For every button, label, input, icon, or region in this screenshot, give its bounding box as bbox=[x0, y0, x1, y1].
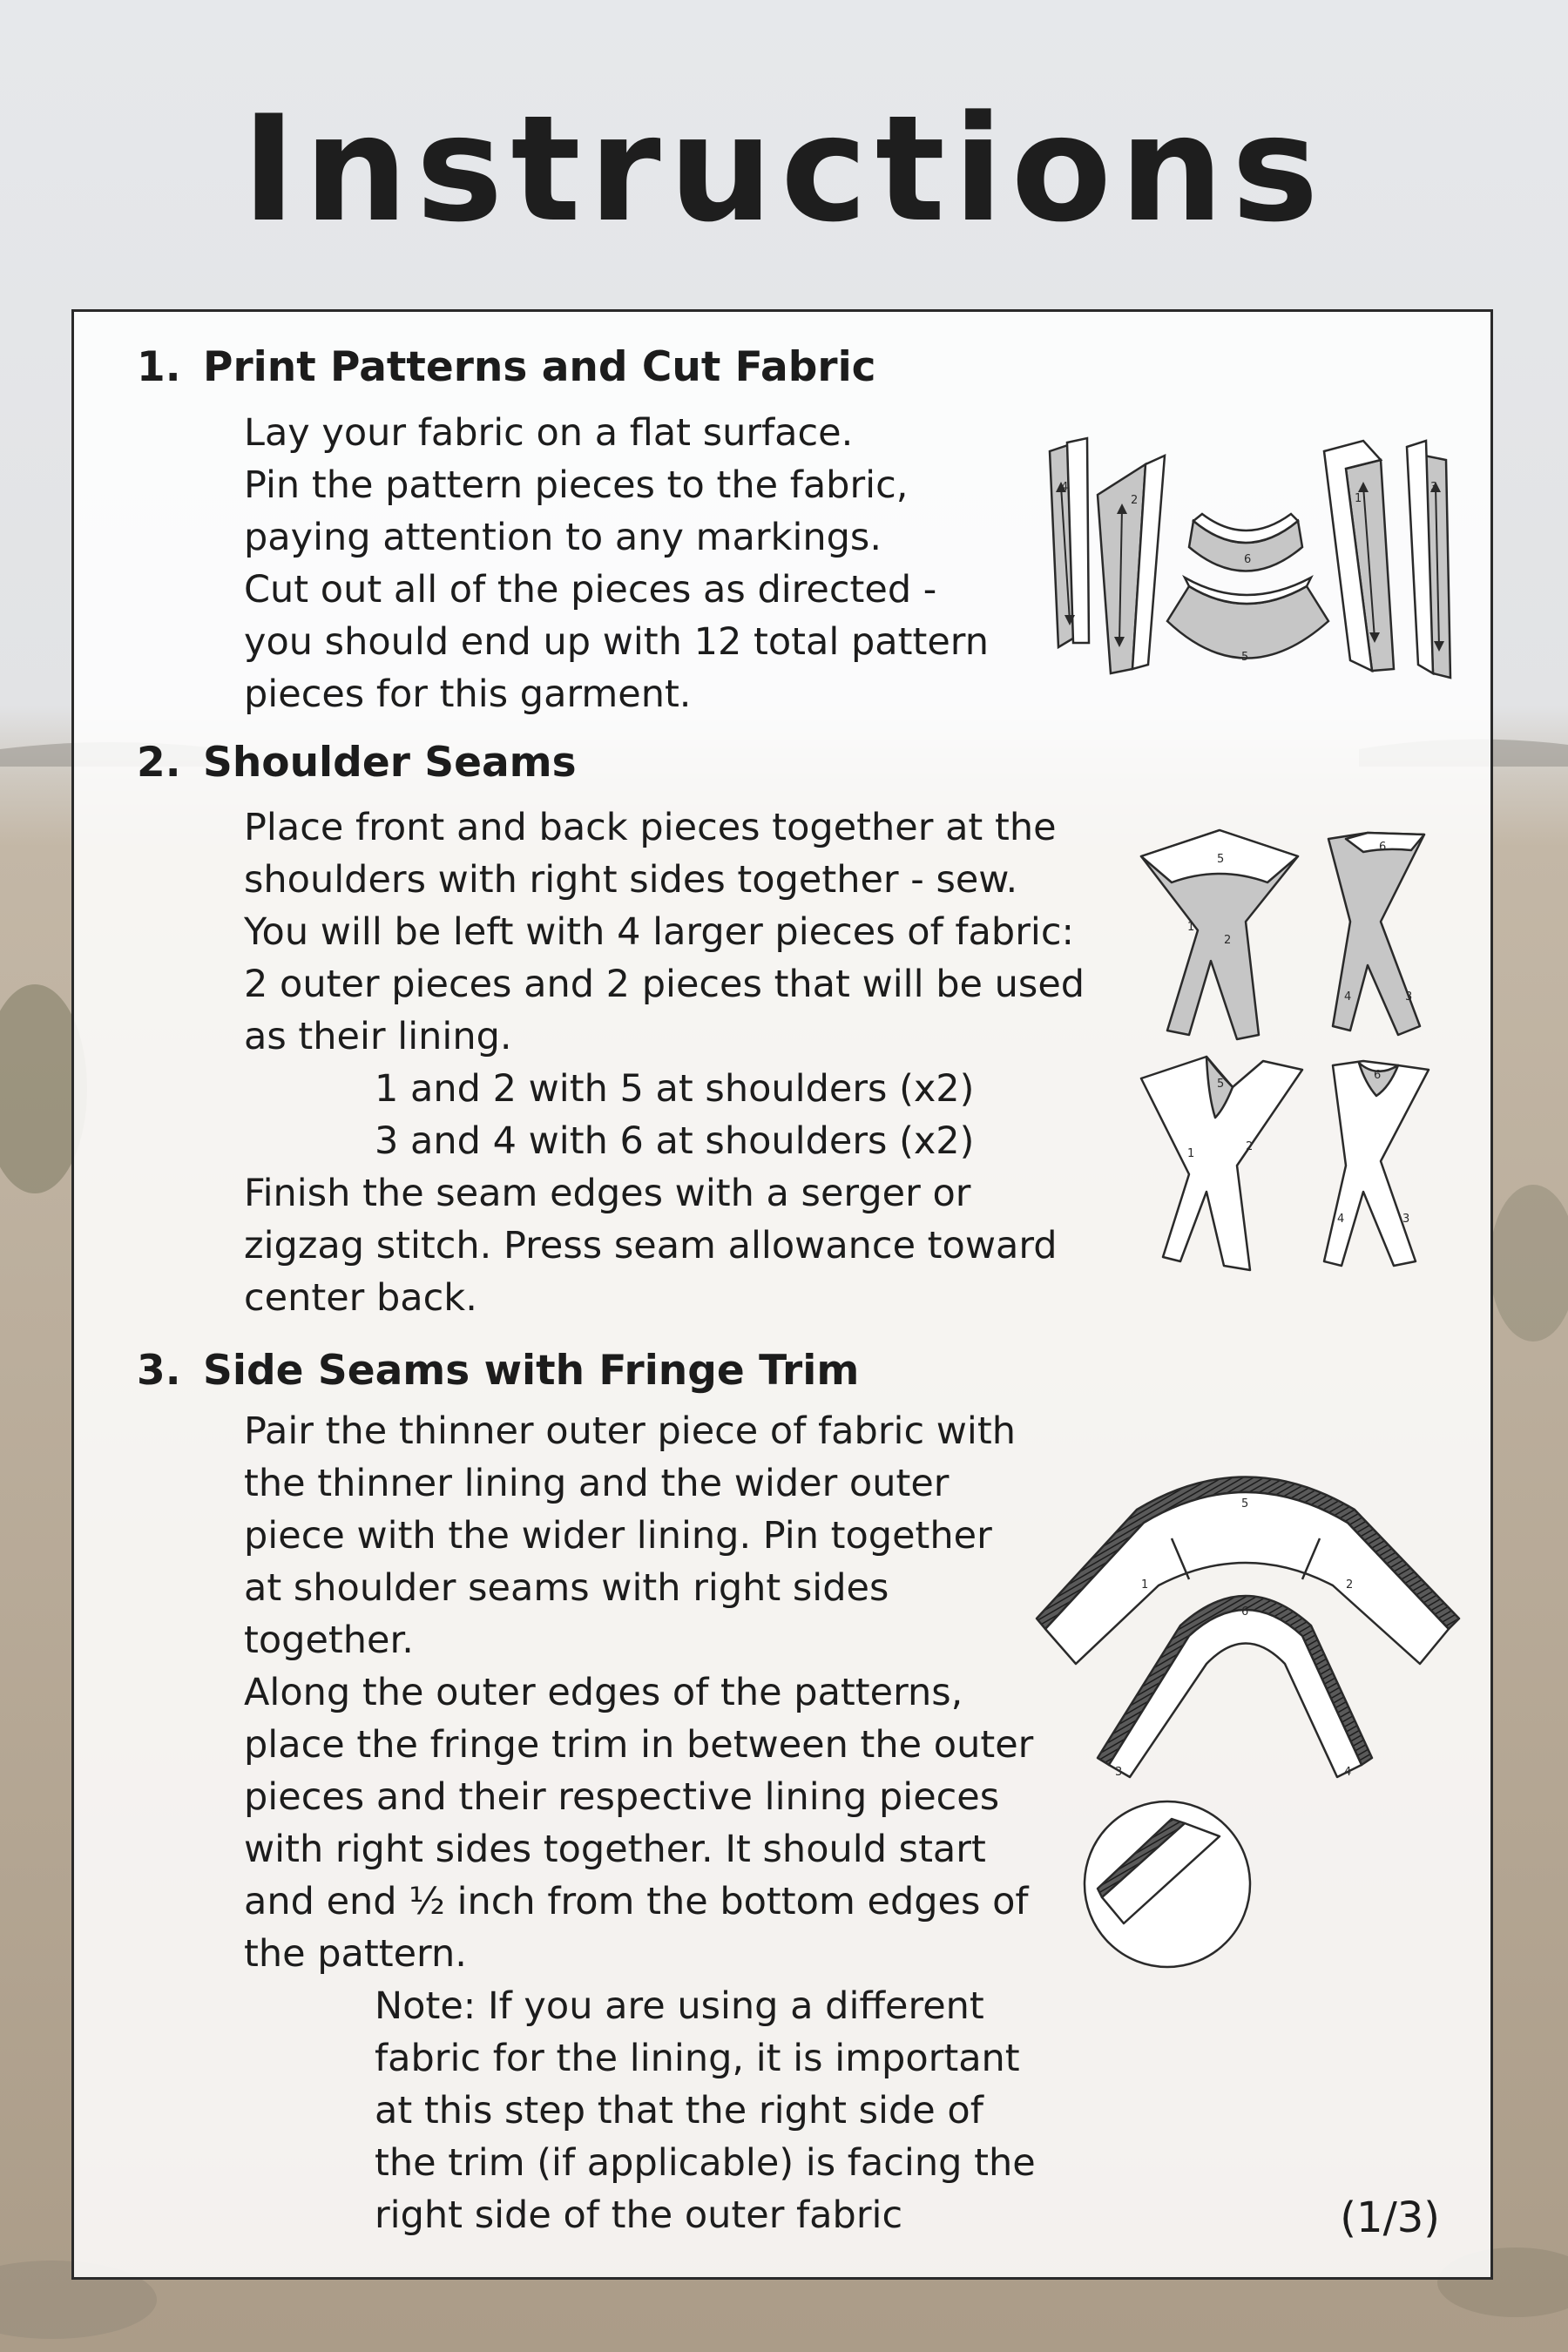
step-3-line: the thinner lining and the wider outer bbox=[244, 1462, 950, 1505]
step-2-line: Place front and back pieces together at the bbox=[244, 806, 1057, 849]
piece-label: 1 bbox=[1355, 492, 1362, 505]
step-1-line: Cut out all of the pieces as directed - bbox=[244, 568, 937, 612]
piece-label: 5 bbox=[1241, 1497, 1249, 1511]
piece-label: 5 bbox=[1241, 651, 1249, 664]
piece-label: 6 bbox=[1244, 553, 1252, 566]
step-2-line: center back. bbox=[244, 1276, 477, 1320]
piece-label: 2 bbox=[1131, 494, 1139, 507]
step-1-line: pieces for this garment. bbox=[244, 672, 692, 716]
piece-label: 4 bbox=[1061, 481, 1069, 494]
step-2-line: Finish the seam edges with a serger or bbox=[244, 1172, 971, 1215]
step-3-title: Side Seams with Fringe Trim bbox=[203, 1347, 860, 1395]
piece-label: 2 bbox=[1346, 1578, 1354, 1592]
step-2-sub-body bbox=[375, 1063, 974, 1167]
step-2-sub-line: 3 and 4 with 6 at shoulders (x2) bbox=[375, 1119, 975, 1163]
page-title: Instructions bbox=[241, 84, 1327, 254]
piece-label: 4 bbox=[1344, 1766, 1352, 1779]
piece-label: 2 bbox=[1224, 934, 1232, 947]
step-1-number: 1. bbox=[137, 343, 181, 391]
step-3-note-line: at this step that the right side of bbox=[375, 2089, 983, 2132]
piece-label: 3 bbox=[1405, 990, 1413, 1004]
step-3-body bbox=[244, 1405, 1033, 1980]
step-2-number: 2. bbox=[137, 739, 181, 787]
step-1-line: Pin the pattern pieces to the fabric, bbox=[244, 463, 909, 507]
step-3-line: with right sides together. It should start bbox=[244, 1828, 986, 1871]
piece-label: 6 bbox=[1374, 1069, 1382, 1082]
piece-label: 4 bbox=[1344, 990, 1352, 1004]
piece-label: 3 bbox=[1115, 1766, 1123, 1779]
step-3-heading bbox=[137, 1347, 860, 1395]
page-counter: (1/3) bbox=[1340, 2193, 1440, 2242]
piece-label: 6 bbox=[1379, 841, 1387, 854]
step-2-line: You will be left with 4 larger pieces of fabric: bbox=[244, 910, 1074, 954]
instructions-panel bbox=[71, 309, 1493, 2280]
step-3-line: pieces and their respective lining pieces bbox=[244, 1775, 1000, 1819]
step-2-sub-line: 1 and 2 with 5 at shoulders (x2) bbox=[375, 1067, 975, 1111]
step-3-note-line: right side of the outer fabric bbox=[375, 2193, 903, 2237]
step-2-line: zigzag stitch. Press seam allowance toward bbox=[244, 1224, 1058, 1267]
step-2-line: 2 outer pieces and 2 pieces that will be used bbox=[244, 963, 1085, 1006]
step-3-note-line: Note: If you are using a different bbox=[375, 1984, 984, 2028]
step-3-line: Pair the thinner outer piece of fabric with bbox=[244, 1409, 1016, 1453]
step-1-line: Lay your fabric on a flat surface. bbox=[244, 411, 854, 455]
piece-label: 3 bbox=[1430, 481, 1438, 494]
step-3-line: Along the outer edges of the patterns, bbox=[244, 1671, 963, 1714]
piece-label: 1 bbox=[1187, 921, 1195, 934]
pattern-pieces-diagram bbox=[1045, 434, 1463, 686]
step-2-line: as their lining. bbox=[244, 1015, 512, 1058]
piece-label: 4 bbox=[1337, 1213, 1345, 1226]
step-3-line: place the fringe trim in between the outer bbox=[244, 1723, 1034, 1767]
step-3-note-line: fabric for the lining, it is important bbox=[375, 2037, 1020, 2080]
step-3-line: together. bbox=[244, 1619, 414, 1662]
step-1-title: Print Patterns and Cut Fabric bbox=[203, 343, 876, 391]
step-3-note-line: the trim (if applicable) is facing the bbox=[375, 2141, 1036, 2185]
piece-label: 3 bbox=[1402, 1213, 1410, 1226]
piece-label: 1 bbox=[1187, 1147, 1195, 1160]
step-3-line: and end ½ inch from the bottom edges of bbox=[244, 1880, 1029, 1923]
step-2-line: shoulders with right sides together - sew. bbox=[244, 858, 1018, 902]
step-3-line: at shoulder seams with right sides bbox=[244, 1566, 889, 1610]
shoulder-seams-diagram bbox=[1137, 826, 1450, 1279]
piece-label: 1 bbox=[1141, 1578, 1149, 1592]
step-1-heading bbox=[137, 343, 876, 391]
piece-label: 2 bbox=[1246, 1140, 1254, 1153]
step-3-line: the pattern. bbox=[244, 1932, 467, 1976]
step-1-body bbox=[244, 407, 989, 720]
step-1-line: you should end up with 12 total pattern bbox=[244, 620, 989, 664]
piece-label: 5 bbox=[1217, 1078, 1225, 1091]
step-3-note bbox=[375, 1980, 1036, 2241]
step-2-title: Shoulder Seams bbox=[203, 739, 577, 787]
step-3-line: piece with the wider lining. Pin together bbox=[244, 1514, 992, 1558]
fringe-trim-diagram bbox=[1032, 1436, 1468, 1976]
step-2-heading bbox=[137, 739, 577, 787]
step-2-body-after bbox=[244, 1167, 1058, 1324]
step-1-line: paying attention to any markings. bbox=[244, 516, 882, 559]
piece-label: 5 bbox=[1217, 853, 1225, 866]
step-3-number: 3. bbox=[137, 1347, 181, 1395]
step-2-body bbox=[244, 801, 1085, 1063]
piece-label: 6 bbox=[1241, 1605, 1249, 1619]
